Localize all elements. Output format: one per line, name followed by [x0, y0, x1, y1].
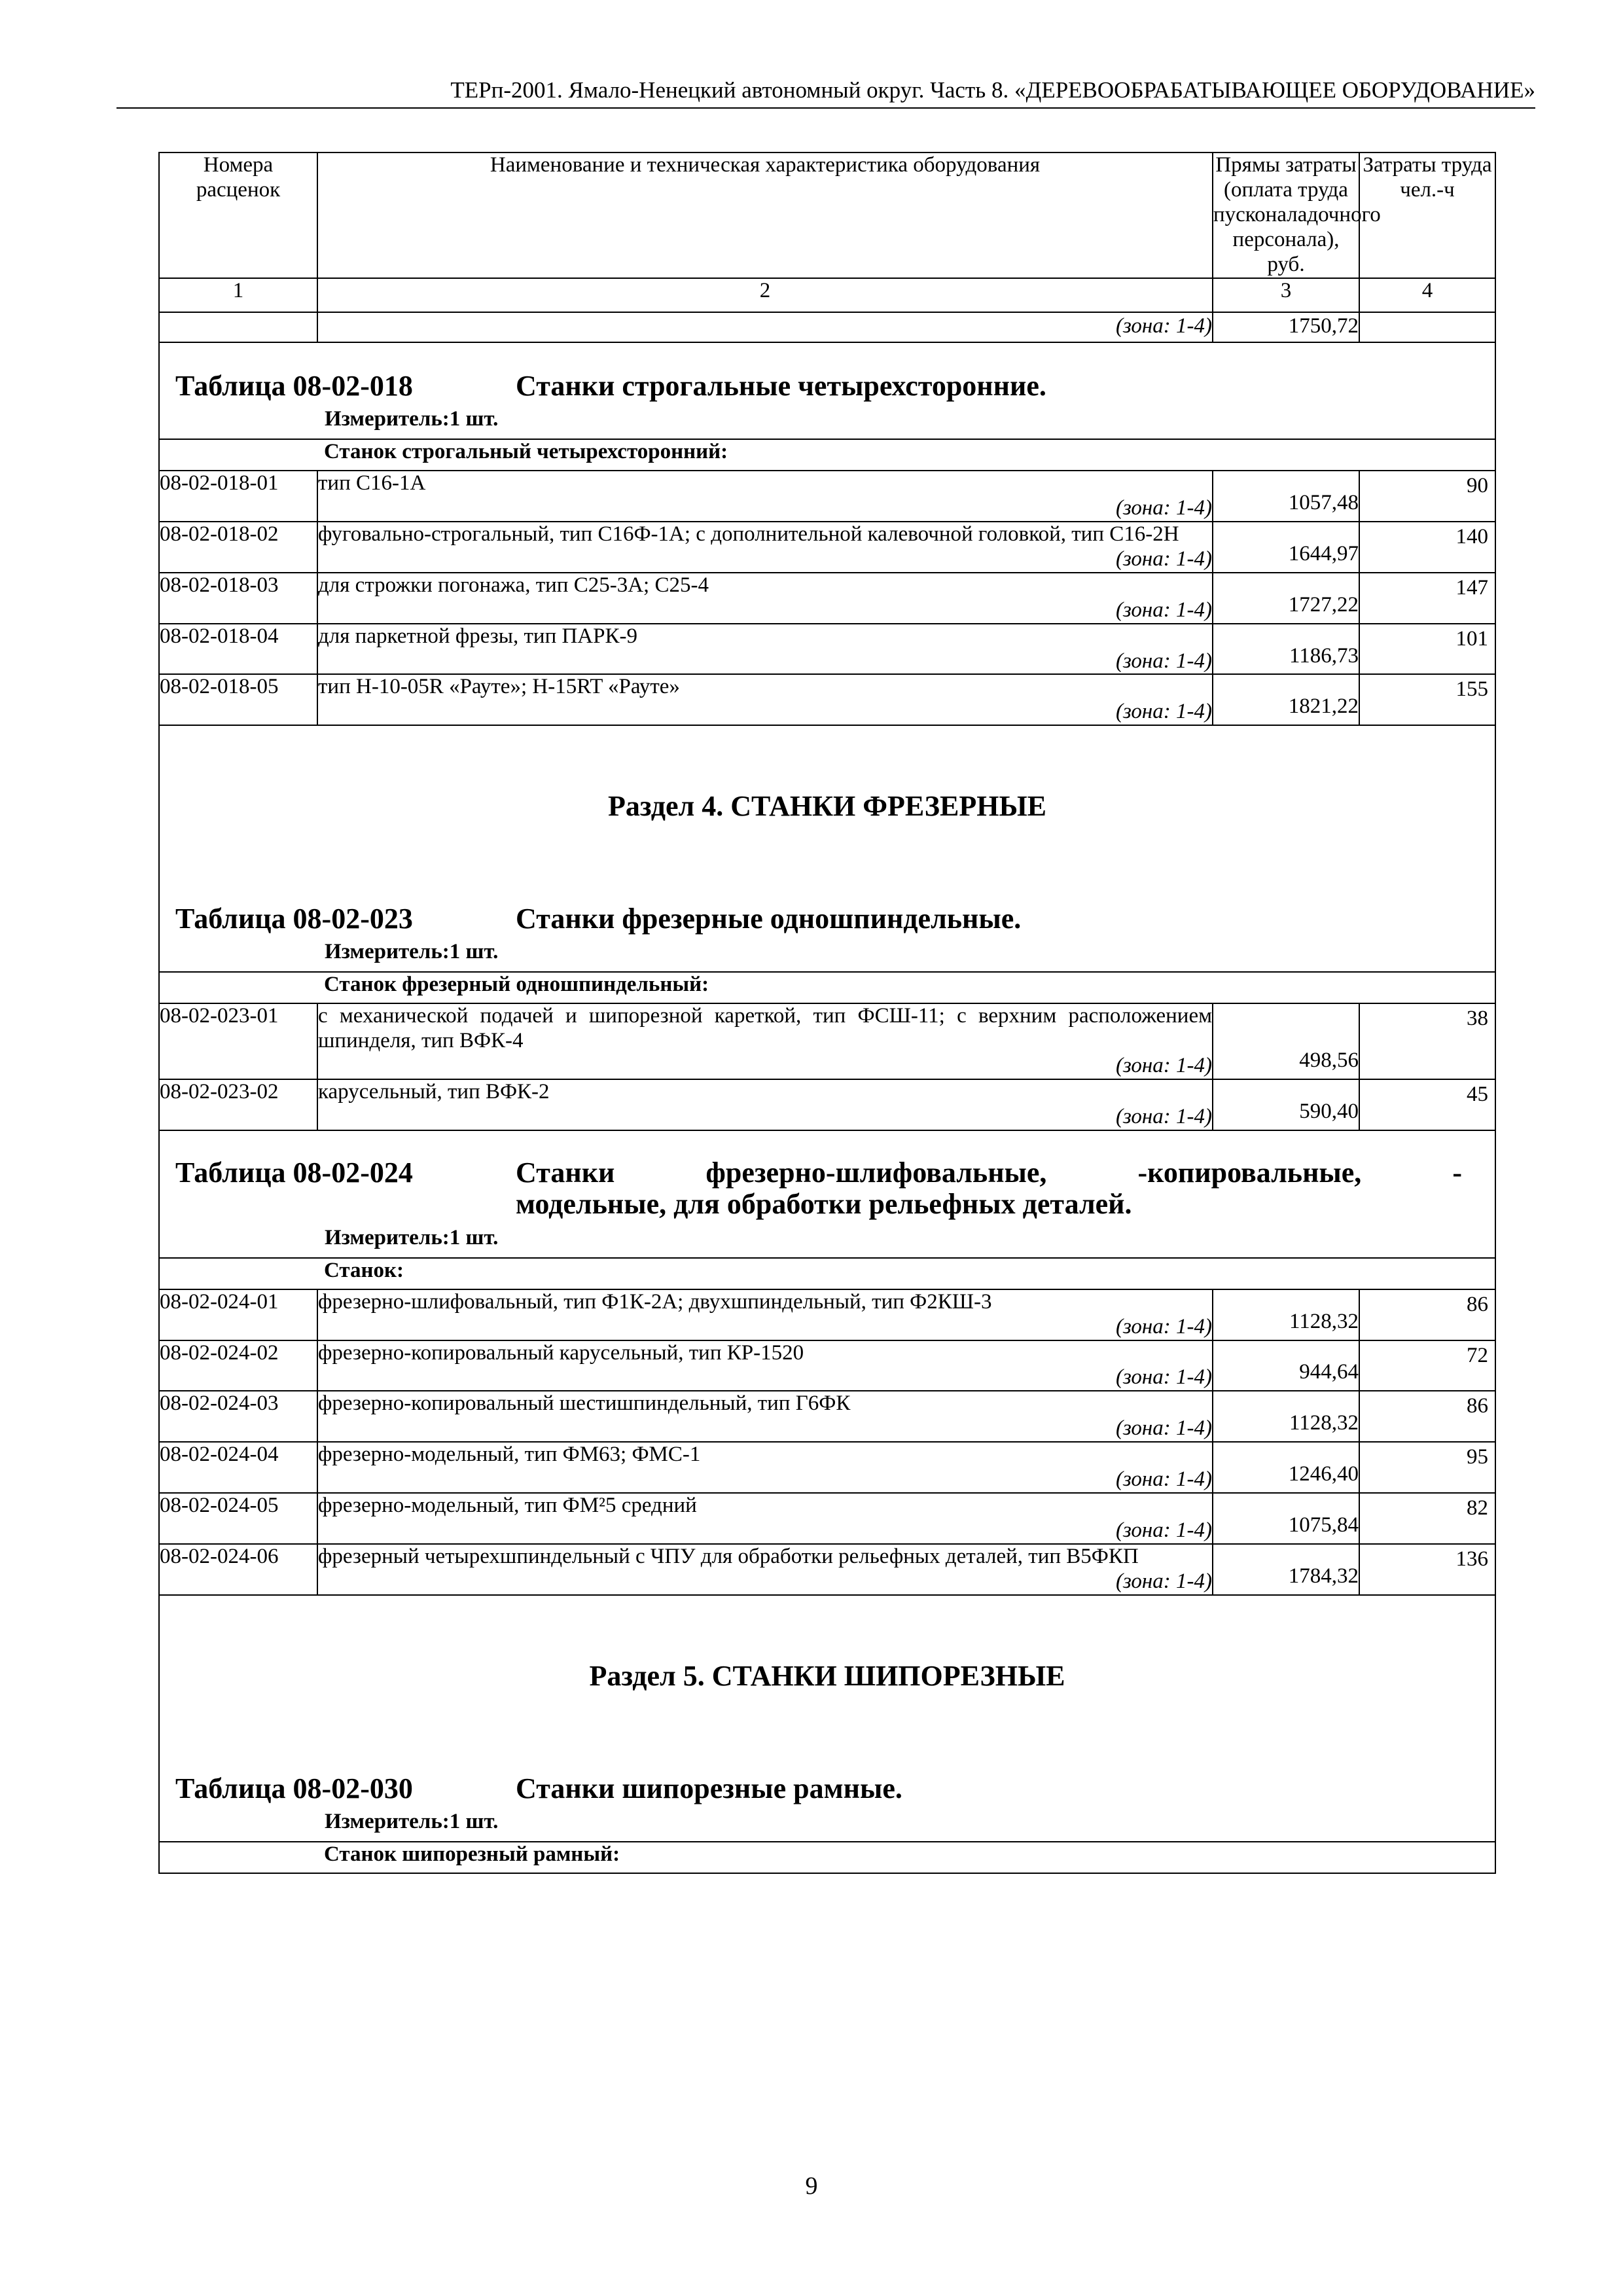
col-header-costs: Прямы затраты (оплата труда пусконаладочного персонала), руб. [1213, 152, 1359, 278]
zone-label: (зона: 1-4) [317, 312, 1213, 342]
table-name: Станки шипорезные рамные. [516, 1772, 902, 1804]
table-name: Станки строгальные четырехсторонние. [516, 369, 1046, 402]
rate-code: 08-02-018-04 [159, 624, 317, 675]
labor-value: 82 [1359, 1493, 1495, 1544]
equipment-description: для строжки погонажа, тип С25-3А; С25-4 [317, 573, 1213, 598]
measure-unit: Измеритель:1 шт. [325, 940, 499, 964]
equipment-description: фрезерно-модельный, тип ФМ63; ФМС-1 [317, 1442, 1213, 1467]
col-number: 2 [317, 278, 1213, 312]
rate-code: 08-02-024-03 [159, 1391, 317, 1442]
equipment-description: тип С16-1А [317, 471, 1213, 496]
section-title: Раздел 4. СТАНКИ ФРЕЗЕРНЫЕ [607, 790, 1047, 823]
labor-value: 45 [1359, 1079, 1495, 1130]
table-row [159, 471, 1495, 496]
section-5-block [159, 1595, 1495, 1693]
rate-code: 08-02-018-01 [159, 471, 317, 522]
zone-label: (зона: 1-4) [317, 547, 1213, 573]
zone-label: (зона: 1-4) [317, 1570, 1213, 1595]
carry-over-row [159, 312, 1495, 342]
column-number-row [159, 278, 1495, 312]
labor-value: 136 [1359, 1544, 1495, 1595]
price-value: 1128,32 [1213, 1391, 1359, 1442]
table-heading-023 [159, 823, 1495, 972]
equipment-description: карусельный, тип ВФК-2 [317, 1079, 1213, 1105]
rate-code: 08-02-023-01 [159, 1003, 317, 1079]
price-value: 1644,97 [1213, 522, 1359, 573]
table-number: Таблица 08-02-023 [175, 902, 413, 935]
zone-label: (зона: 1-4) [317, 649, 1213, 675]
rate-code: 08-02-024-02 [159, 1340, 317, 1391]
price-value: 1075,84 [1213, 1493, 1359, 1544]
table-name: Станки фрезерно-шлифовальные, -копировальные, - [516, 1156, 1462, 1189]
price-value: 590,40 [1213, 1079, 1359, 1130]
table-heading-018 [159, 342, 1495, 439]
header-title: ТЕРп-2001. Ямало-Ненецкий автономный округ. Часть 8. «ДЕРЕВООБРАБАТЫВАЮЩЕЕ ОБОРУДОВАНИЕ» [450, 77, 1535, 103]
running-header [116, 65, 1535, 109]
labor-value: 90 [1359, 471, 1495, 522]
price-value: 498,56 [1213, 1003, 1359, 1079]
group-subheading: Станок фрезерный одношпиндельный: [159, 972, 1495, 1003]
group-subheading: Станок: [159, 1258, 1495, 1289]
table-row [159, 1340, 1495, 1366]
rate-code: 08-02-018-02 [159, 522, 317, 573]
col-number: 3 [1213, 278, 1359, 312]
zone-label: (зона: 1-4) [317, 598, 1213, 624]
rows-018 [159, 471, 1495, 725]
equipment-description: фрезерно-модельный, тип ФМ²5 средний [317, 1493, 1213, 1518]
equipment-description: тип Н-10-05R «Рауте»; Н-15RT «Рауте» [317, 674, 1213, 700]
rate-code: 08-02-024-01 [159, 1289, 317, 1340]
measure-unit: Измеритель:1 шт. [325, 407, 499, 431]
table-row [159, 674, 1495, 700]
col-header-name: Наименование и техническая характеристика оборудования [317, 152, 1213, 278]
labor-value: 155 [1359, 674, 1495, 725]
group-subheading: Станок шипорезный рамный: [159, 1842, 1495, 1873]
section-4-block [159, 725, 1495, 823]
rate-code: 08-02-024-06 [159, 1544, 317, 1595]
table-row [159, 1079, 1495, 1105]
table-name: Станки фрезерные одношпиндельные. [516, 902, 1022, 935]
measure-unit: Измеритель:1 шт. [325, 1809, 499, 1833]
column-header-row [159, 152, 1495, 278]
table-row [159, 1391, 1495, 1416]
labor-value: 72 [1359, 1340, 1495, 1391]
zone-label: (зона: 1-4) [317, 700, 1213, 725]
labor-value: 86 [1359, 1289, 1495, 1340]
equipment-description: фрезерный четырехшпиндельный с ЧПУ для обработки рельефных деталей, тип В5ФКП [317, 1544, 1213, 1570]
table-number: Таблица 08-02-024 [175, 1156, 413, 1189]
section-title: Раздел 5. СТАНКИ ШИПОРЕЗНЫЕ [589, 1659, 1065, 1692]
table-number: Таблица 08-02-018 [175, 369, 413, 402]
price-table [158, 152, 1496, 1874]
labor-value: 95 [1359, 1442, 1495, 1493]
table-row [159, 573, 1495, 598]
rate-code: 08-02-018-05 [159, 674, 317, 725]
equipment-description: для паркетной фрезы, тип ПАРК-9 [317, 624, 1213, 649]
rows-024 [159, 1289, 1495, 1595]
zone-label: (зона: 1-4) [317, 1467, 1213, 1493]
price-value: 1057,48 [1213, 471, 1359, 522]
col-header-labor: Затраты труда чел.-ч [1359, 152, 1495, 278]
equipment-description: с механической подачей и шипорезной кареткой, тип ФСШ-11; с верхним расположением шпинделя, тип ВФК-4 [318, 1004, 1212, 1053]
labor-value: 140 [1359, 522, 1495, 573]
zone-label: (зона: 1-4) [317, 496, 1213, 522]
price-value: 1727,22 [1213, 573, 1359, 624]
price-value: 1821,22 [1213, 674, 1359, 725]
rate-code: 08-02-018-03 [159, 573, 317, 624]
table-row [159, 1289, 1495, 1315]
equipment-description: фрезерно-копировальный шестишпиндельный, тип Г6ФК [317, 1391, 1213, 1416]
price-value: 1750,72 [1213, 312, 1359, 342]
table-heading-030 [159, 1693, 1495, 1842]
zone-label: (зона: 1-4) [317, 1105, 1213, 1130]
table-row [159, 624, 1495, 649]
equipment-description: фрезерно-копировальный карусельный, тип КР-1520 [317, 1340, 1213, 1366]
labor-value: 86 [1359, 1391, 1495, 1442]
rate-code: 08-02-024-04 [159, 1442, 317, 1493]
labor-value: 101 [1359, 624, 1495, 675]
zone-label: (зона: 1-4) [317, 1416, 1213, 1442]
table-name: модельные, для обработки рельефных деталей. [516, 1188, 1132, 1221]
table-row [159, 1003, 1495, 1054]
table-heading-024 [159, 1130, 1495, 1258]
equipment-description: фрезерно-шлифовальный, тип Ф1К-2А; двухшпиндельный, тип Ф2КШ-3 [317, 1289, 1213, 1315]
zone-label: (зона: 1-4) [317, 1315, 1213, 1340]
document-body [158, 152, 1495, 1874]
equipment-description: фуговально-строгальный, тип С16Ф-1А; с дополнительной калевочной головкой, тип С16-2Н [317, 522, 1213, 547]
table-row [159, 1493, 1495, 1518]
table-number: Таблица 08-02-030 [175, 1772, 413, 1804]
col-number: 4 [1359, 278, 1495, 312]
group-subheading: Станок строгальный четырехсторонний: [159, 439, 1495, 471]
labor-value: 147 [1359, 573, 1495, 624]
zone-label: (зона: 1-4) [317, 1518, 1213, 1544]
labor-value: 38 [1359, 1003, 1495, 1079]
zone-label: (зона: 1-4) [317, 1365, 1213, 1391]
col-header-codes: Номера расценок [159, 152, 317, 278]
rows-023 [159, 1003, 1495, 1130]
table-row [159, 1442, 1495, 1467]
table-row [159, 522, 1495, 547]
table-row [159, 1544, 1495, 1570]
price-value: 1246,40 [1213, 1442, 1359, 1493]
price-value: 1128,32 [1213, 1289, 1359, 1340]
price-value: 1186,73 [1213, 624, 1359, 675]
col-number: 1 [159, 278, 317, 312]
measure-unit: Измеритель:1 шт. [325, 1225, 499, 1249]
rate-code: 08-02-023-02 [159, 1079, 317, 1130]
price-value: 1784,32 [1213, 1544, 1359, 1595]
zone-label: (зона: 1-4) [317, 1054, 1213, 1079]
page-number: 9 [805, 2172, 818, 2200]
rate-code: 08-02-024-05 [159, 1493, 317, 1544]
price-value: 944,64 [1213, 1340, 1359, 1391]
